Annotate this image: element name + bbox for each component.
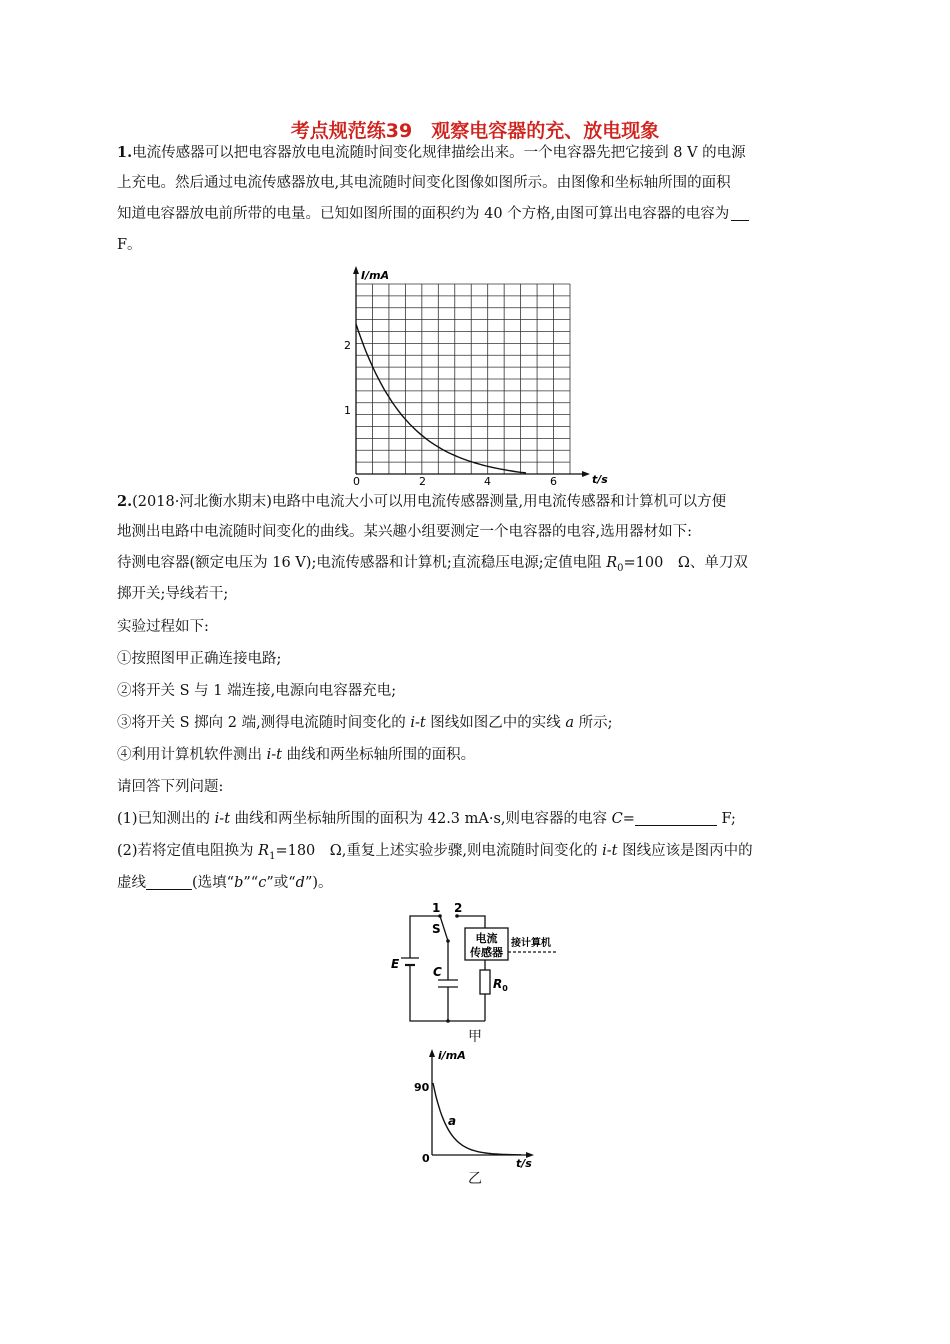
q2-line-1: 2.(2018·河北衡水期末)电路中电流大小可以用电流传感器测量,用电流传感器和计算机可以方便 [117, 493, 727, 510]
q2-sub-2: (2)若将定值电阻换为 $R_1=180$ Ω,重复上述实验步骤,则电流随时间变化的 i-t 图线应该是图丙中的 [117, 843, 753, 862]
q2-line-4: 掷开关;导线若干; [117, 586, 229, 602]
q2-sub-1: (1)已知测出的 i-t 曲线和两坐标轴所围的面积为 42.3 mA·s,则电容器的电容 C= F; [117, 811, 736, 827]
graph2-curve-a [433, 1083, 521, 1155]
q2-step-3: ③将开关 S 掷向 2 端,测得电流随时间变化的 i-t 图线如图乙中的实线 a 所示; [117, 715, 613, 731]
q1-line-1: 1.电流传感器可以把电容器放电电流随时间变化规律描绘出来。一个电容器先把它接到 8 V 的电源 [117, 144, 746, 161]
graph1-y-tick-1: 1 [344, 404, 351, 417]
graph1-y-tick-2: 2 [344, 339, 351, 352]
q1-answer-blank[interactable] [731, 204, 749, 221]
q2-line-3: 待测电容器(额定电压为 16 V);电流传感器和计算机;直流稳压电源;定值电阻 $R_0=100$ Ω、单刀双 [117, 555, 748, 574]
q1-line-4: F。 [117, 237, 142, 253]
terminal-1-label: 1 [432, 901, 441, 915]
graph2-y-label: i/mA [438, 1049, 466, 1062]
graph1-x-label: t/s [592, 473, 608, 486]
sensor-label-line-2: 传感器 [470, 946, 503, 959]
q2-number: 2. [117, 493, 133, 510]
switch-pivot-dot [446, 939, 450, 943]
junction-dot [446, 1019, 450, 1023]
capacitor-label: C [433, 965, 442, 979]
graph2-caption: 乙 [468, 1171, 482, 1187]
resistor-label: $R_0$ [493, 977, 508, 993]
terminal-2-label: 2 [454, 901, 463, 915]
q1-line-2: 上充电。然后通过电流传感器放电,其电流随时间变化图像如图所示。由图像和坐标轴所围的面积 [117, 175, 731, 191]
q1-current-time-graph [336, 264, 616, 486]
graph1-grid [356, 284, 570, 474]
q2-sub-2-cont: 虚线 (选填“b”“c”或“d”)。 [117, 875, 333, 891]
q2-step-4: ④利用计算机软件测出 i-t 曲线和两坐标轴所围的面积。 [117, 747, 476, 763]
q2-procedure-heading: 实验过程如下: [117, 619, 209, 635]
q2-current-time-graph [412, 1047, 542, 1171]
q2-sub2-answer-blank[interactable] [146, 873, 192, 890]
circuit-caption: 甲 [468, 1029, 482, 1045]
computer-label: 接计算机 [511, 938, 551, 949]
page-title: 考点规范练39 观察电容器的充、放电现象 [290, 120, 660, 142]
graph1-x-tick-6: 6 [550, 475, 557, 486]
graph2-y-arrow [429, 1049, 435, 1057]
q2-line-2: 地测出电路中电流随时间变化的曲线。某兴趣小组要测定一个电容器的电容,选用器材如下: [117, 524, 692, 540]
emf-label: E [391, 957, 400, 971]
circuit-diagram [385, 898, 575, 1028]
graph1-x-arrow [582, 471, 590, 477]
q2-prompt: 请回答下列问题: [117, 779, 224, 795]
q1-number: 1. [117, 144, 133, 161]
q2-sub1-answer-blank[interactable] [635, 809, 717, 826]
graph1-x-tick-2: 2 [419, 475, 426, 486]
graph1-y-label: I/mA [361, 269, 390, 282]
graph1-x-tick-0: 0 [353, 475, 360, 486]
graph1-x-tick-4: 4 [484, 475, 491, 486]
q1-line-3: 知道电容器放电前所带的电量。已知如图所围的面积约为 40 个方格,由图可算出电容器的电容为 [117, 199, 835, 230]
graph2-y-tick-90: 90 [414, 1081, 430, 1094]
sensor-label-line-1: 电流 [475, 932, 498, 945]
graph2-origin: 0 [422, 1152, 430, 1165]
graph2-x-label: t/s [516, 1157, 532, 1170]
q2-step-1: ①按照图甲正确连接电路; [117, 651, 282, 667]
graph1-y-arrow [353, 266, 359, 274]
switch-blade [440, 916, 448, 941]
resistor-r0 [480, 970, 490, 994]
graph2-curve-label: a [448, 1114, 457, 1128]
q2-step-2: ②将开关 S 与 1 端连接,电源向电容器充电; [117, 683, 397, 699]
circuit-wire-terminal-2 [457, 916, 485, 928]
switch-label: S [432, 922, 441, 936]
